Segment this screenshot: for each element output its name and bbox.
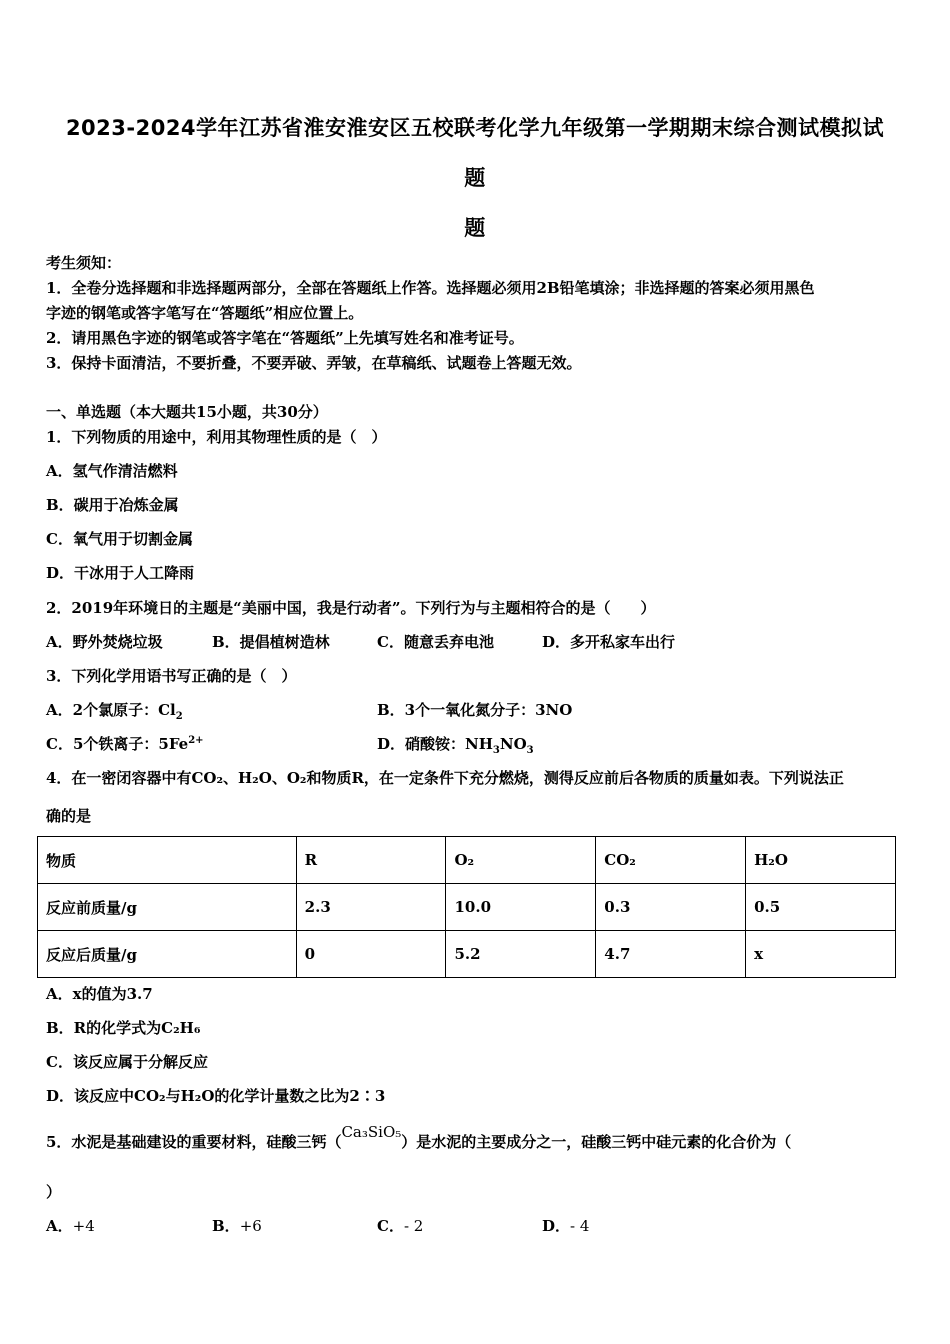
question-3-option-b[interactable]: B．3个一氧化氮分子：3NO [377,701,573,719]
table-header-cell: R [296,837,446,884]
table-cell: 10.0 [446,884,596,931]
table-cell: 2.3 [296,884,446,931]
option-text: D．硝酸铵：NH [377,735,493,753]
option-text: C．5个铁离子：5Fe [46,735,189,753]
question-1-option-a[interactable]: A．氢气作清洁燃料 [46,462,178,480]
question-2-option-d[interactable]: D．多开私家车出行 [542,633,676,651]
option-letter: C． [377,1217,404,1235]
table-cell: 5.2 [446,931,596,978]
table-cell: 4.7 [596,931,746,978]
notice-item-2: 2．请用黑色字迹的钢笔或答字笔在“答题纸”上先填写姓名和准考证号。 [46,329,524,347]
question-2-option-a[interactable]: A．野外焚烧垃圾 [46,633,163,651]
question-1-stem: 1．下列物质的用途中，利用其物理性质的是（ ） [46,428,387,446]
notice-item-1: 1．全卷分选择题和非选择题两部分，全部在答题纸上作答。选择题必须用2B铅笔填涂；非选择题的答案必须用黑色 [46,279,815,297]
question-5-stem-close: ） [46,1183,62,1201]
question-4-option-b[interactable]: B．R的化学式为C₂H₆ [46,1019,201,1037]
table-header-cell: 物质 [38,837,297,884]
notice-item-3: 3．保持卡面清洁，不要折叠，不要弄破、弄皱，在草稿纸、试题卷上答题无效。 [46,354,582,372]
question-2-option-c[interactable]: C．随意丢弃电池 [377,633,494,651]
table-row [38,931,896,978]
question-4-option-d[interactable]: D．该反应中CO₂与H₂O的化学计量数之比为2∶3 [46,1087,386,1105]
table-header-row [38,837,896,884]
table-cell: 0.5 [746,884,896,931]
page-subtitle: 题 [464,216,486,240]
question-5-stem [46,1123,792,1152]
option-value: - 2 [403,1217,424,1235]
table-cell: 反应前质量/g [38,884,297,931]
question-4-option-c[interactable]: C．该反应属于分解反应 [46,1053,208,1071]
subscript: 3 [492,745,500,756]
option-value: - 4 [570,1217,590,1235]
page-title-continued: 题 [464,166,486,190]
option-letter: B． [212,1217,240,1235]
question-5-option-d[interactable] [542,1215,589,1236]
notice-heading: 考生须知： [46,254,122,272]
table-row [38,884,896,931]
question-5-stem-suffix: ）是水泥的主要成分之一，硅酸三钙中硅元素的化合价为（ [401,1133,792,1151]
question-4-stem-cont: 确的是 [46,807,92,825]
question-5-option-c[interactable] [377,1215,423,1236]
superscript: 2+ [188,735,204,746]
question-3-option-c[interactable] [46,733,204,754]
question-4-stem: 4．在一密闭容器中有CO₂、H₂O、O₂和物质R，在一定条件下充分燃烧，测得反应前后各物质的质量如表。下列说法正 [46,769,844,787]
question-3-stem: 3．下列化学用语书写正确的是（ ） [46,667,297,685]
option-letter: A． [46,1217,73,1235]
question-1-option-c[interactable]: C．氧气用于切割金属 [46,530,193,548]
option-text-suffix: NO [499,735,527,753]
table-cell: 反应后质量/g [38,931,297,978]
option-value: +4 [72,1217,95,1235]
table-cell: 0 [296,931,446,978]
page-title: 2023-2024学年江苏省淮安淮安区五校联考化学九年级第一学期期末综合测试模拟试 [65,116,885,140]
formula-ca3sio5: Ca₃SiO₅ [341,1123,402,1141]
subscript: 2 [175,711,183,722]
option-text: A．2个氯原子：Cl [46,701,176,719]
question-1-option-d[interactable]: D．干冰用于人工降雨 [46,564,195,582]
question-2-stem: 2．2019年环境日的主题是“美丽中国，我是行动者”。下列行为与主题相符合的是（ ） [46,599,656,617]
question-1-option-b[interactable]: B．碳用于冶炼金属 [46,496,179,514]
question-5-stem-prefix: 5．水泥是基础建设的重要材料，硅酸三钙（ [46,1133,342,1151]
question-5-option-a[interactable] [46,1215,95,1236]
mass-table [37,836,896,978]
section-heading: 一、单选题（本大题共15小题，共30分） [46,403,328,421]
question-3-option-d[interactable] [377,733,534,756]
question-3-option-a[interactable] [46,699,183,722]
question-5-option-b[interactable] [212,1215,262,1236]
notice-item-1-cont: 字迹的钢笔或答字笔写在“答题纸”相应位置上。 [46,304,364,322]
option-value: +6 [239,1217,262,1235]
table-header-cell: O₂ [446,837,596,884]
option-letter: D． [542,1217,571,1235]
table-header-cell: H₂O [746,837,896,884]
table-cell: x [746,931,896,978]
table-header-cell: CO₂ [596,837,746,884]
question-2-option-b[interactable]: B．提倡植树造林 [212,633,330,651]
subscript: 3 [526,745,534,756]
table-cell: 0.3 [596,884,746,931]
question-4-option-a[interactable]: A．x的值为3.7 [46,985,153,1003]
